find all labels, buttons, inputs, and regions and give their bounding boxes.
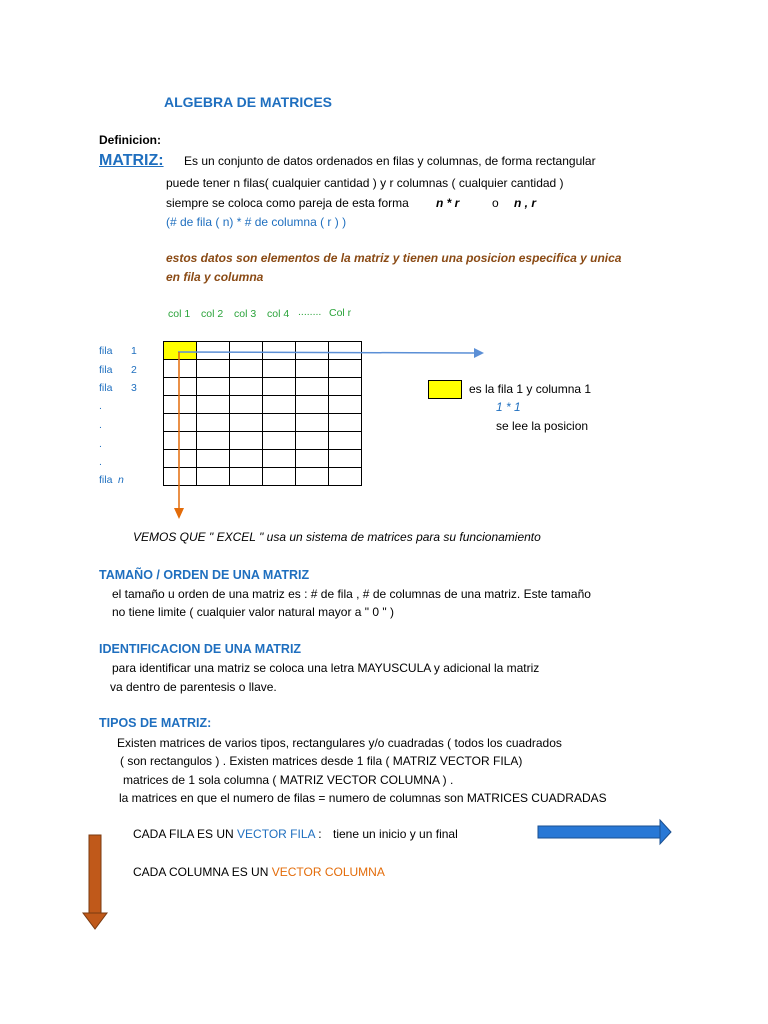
col-label: ........ — [298, 306, 322, 318]
matriz-term: MATRIZ: — [99, 152, 164, 169]
col-label: Col r — [329, 307, 352, 319]
identificacion-line-2: va dentro de parentesis o llave. — [110, 680, 277, 694]
note-line-2: en fila y columna — [166, 270, 264, 284]
formula-n-coma-r: n , r — [514, 196, 537, 210]
tamano-line-1: el tamaño u orden de una matriz es : # de fila , # de columnas de una matriz. Este tamaño — [112, 587, 591, 601]
row-label: . — [99, 400, 102, 412]
column-arrow — [174, 352, 184, 519]
legend-read: se lee la posicion — [496, 419, 589, 433]
tipos-heading: TIPOS DE MATRIZ: — [99, 716, 212, 730]
vector-fila-line — [133, 827, 322, 841]
tamano-heading: TAMAÑO / ORDEN DE UNA MATRIZ — [99, 568, 310, 582]
tamano-line-2: no tiene limite ( cualquier valor natural mayor a " 0 " ) — [112, 605, 394, 619]
vector-fila-term: VECTOR FILA — [237, 827, 315, 841]
vector-fila-prefix: CADA FILA ES UN — [133, 827, 238, 841]
row-arrow — [178, 348, 484, 358]
identificacion-heading: IDENTIFICACION DE UNA MATRIZ — [99, 642, 302, 656]
excel-note: VEMOS QUE " EXCEL " usa un sistema de matrices para su funcionamiento — [133, 530, 541, 544]
formula-o: o — [492, 196, 499, 210]
vector-fila-suffix: tiene un inicio y un final — [333, 827, 458, 841]
legend-position: 1 * 1 — [496, 400, 521, 414]
row-label: fila — [99, 474, 113, 486]
row-label: . — [99, 456, 102, 468]
col-label: col 1 — [168, 308, 191, 320]
tipos-line-4: la matrices en que el numero de filas = numero de columnas son MATRICES CUADRADAS — [119, 791, 607, 805]
vector-fila-sep: : — [314, 827, 322, 841]
vector-columna-arrow — [83, 835, 107, 929]
tipos-line-1: Existen matrices de varios tipos, rectangulares y/o cuadradas ( todos los cuadrados — [117, 736, 562, 750]
definicion-line-1: Es un conjunto de datos ordenados en filas y columnas, de forma rectangular — [184, 154, 596, 168]
col-label: col 4 — [267, 308, 290, 320]
row-number: n — [118, 474, 124, 486]
vector-columna-term: VECTOR COLUMNA — [271, 865, 385, 879]
row-number: 1 — [131, 345, 137, 357]
row-label: fila — [99, 382, 113, 394]
legend-yellow-swatch — [428, 380, 462, 399]
row-label: fila — [99, 345, 113, 357]
legend-text: es la fila 1 y columna 1 — [469, 382, 592, 396]
row-number: 3 — [131, 382, 137, 394]
row-label: fila — [99, 364, 113, 376]
identificacion-line-1: para identificar una matriz se coloca una letra MAYUSCULA y adicional la matriz — [112, 661, 540, 675]
formula-n-por-r: n * r — [436, 196, 460, 210]
definicion-line-2: puede tener n filas( cualquier cantidad ) y r columnas ( cualquier cantidad ) — [166, 176, 564, 190]
row-label: . — [99, 419, 102, 431]
definicion-line-3: siempre se coloca como pareja de esta forma — [166, 196, 409, 210]
col-label: col 2 — [201, 308, 224, 320]
col-label: col 3 — [234, 308, 257, 320]
row-number: 2 — [131, 364, 137, 376]
page-title: ALGEBRA DE MATRICES — [164, 94, 332, 110]
definicion-line-4: (# de fila ( n) * # de columna ( r ) ) — [166, 215, 347, 229]
definicion-label: Definicion: — [99, 133, 161, 147]
vector-columna-prefix: CADA COLUMNA ES UN — [133, 865, 272, 879]
tipos-line-3: matrices de 1 sola columna ( MATRIZ VECTOR COLUMNA ) . — [123, 773, 454, 787]
vector-columna-line — [133, 865, 385, 879]
row-label: . — [99, 438, 102, 450]
note-line-1: estos datos son elementos de la matriz y tienen una posicion especifica y unica — [166, 251, 622, 265]
vector-fila-arrow — [538, 820, 671, 844]
tipos-line-2: ( son rectangulos ) . Existen matrices desde 1 fila ( MATRIZ VECTOR FILA) — [120, 754, 523, 768]
